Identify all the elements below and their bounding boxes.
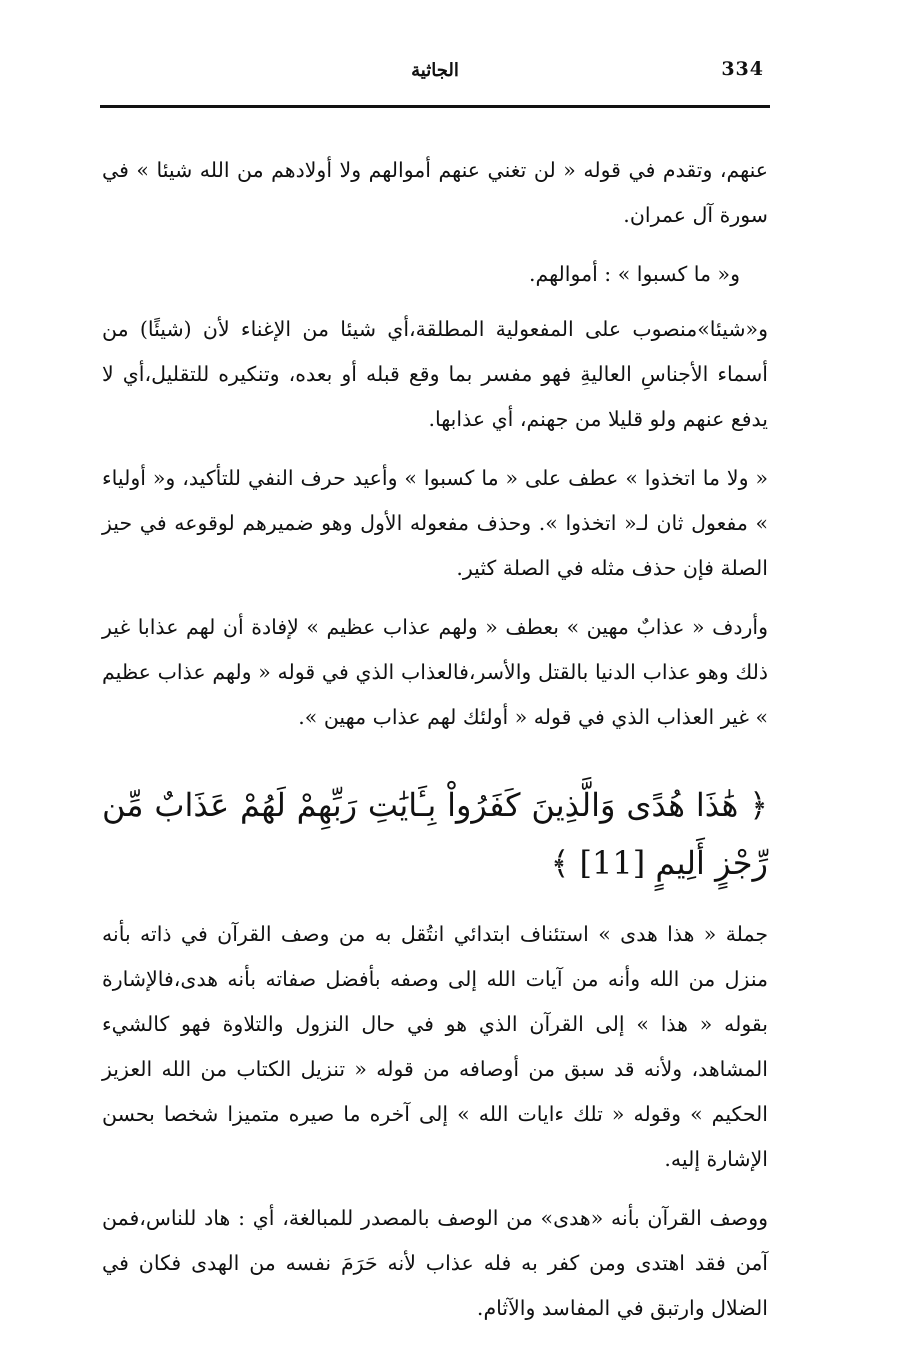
paragraph: جملة « هذا هدى » استئناف ابتدائي انتُقل به من وصف القرآن في ذاته بأنه منزل من الله وأنه من آيات الله إلى وصفه بأفضل صفاته بأنه هدى،فالإشارة بقوله « هذا » إلى القرآن الذي هو في حال النزول والتلاوة فهو كالشيء المشاهد، ولأنه قد سبق من أوصافه من قوله « تنزيل الكتاب من الله العزيز الحكيم » وقوله « تلك ءايات الله » إلى آخره ما صيره متميزا شخصا بحسن الإشارة إليه. (102, 922, 768, 1171)
paragraph: ووصف القرآن بأنه «هدى» من الوصف بالمصدر للمبالغة، أي : هاد للناس،فمن آمن فقد اهتدى ومن كفر به فله عذاب لأنه حَرَمَ نفسه من الهدى فكان في الضلال وارتبق في المفاسد والآثام. (102, 1206, 768, 1320)
page-number: 334 (721, 58, 764, 80)
quran-verse: ﴿ هَٰذَا هُدًى وَالَّذِينَ كَفَرُواْ بِـَٔايَٰتِ رَبِّهِمْ لَهُمْ عَذَابٌ مِّن رِّجْزٍ أَلِيمٍ [11] ﴾ (102, 786, 768, 882)
paragraph: عنهم، وتقدم في قوله « لن تغني عنهم أموالهم ولا أولادهم من الله شيئا » في سورة آل عمران. (102, 158, 768, 227)
paragraph: و«شيئا»منصوب على المفعولية المطلقة،أي شيئا من الإغناء لأن (شيئًا) من أسماء الأجناسِ العاليةِ فهو مفسر بما وقع قبله أو بعده، وتنكيره للتقليل،أي لا يدفع عنهم ولو قليلا من جهنم، أي عذابها. (102, 317, 768, 431)
paragraph: وأردف « عذابٌ مهين » بعطف « ولهم عذاب عظيم » لإفادة أن لهم عذابا غير ذلك وهو عذاب الدنيا بالقتل والأسر،فالعذاب الذي في قوله « ولهم عذاب عظيم » غير العذاب الذي في قوله « أولئك لهم عذاب مهين ». (102, 615, 768, 729)
header-rule (100, 105, 770, 108)
body-text (102, 148, 768, 1345)
paragraph: و« ما كسبوا » : أموالهم. (528, 262, 740, 286)
running-title: الجاثية (411, 60, 459, 81)
paragraph: « ولا ما اتخذوا » عطف على « ما كسبوا » وأعيد حرف النفي للتأكيد، و« أولياء » مفعول ثان لـ« اتخذوا ». وحذف مفعوله الأول وهو ضميرهم لوقوعه في حيز الصلة فإن حذف مثله في الصلة كثير. (102, 466, 768, 580)
page-header (100, 58, 770, 94)
